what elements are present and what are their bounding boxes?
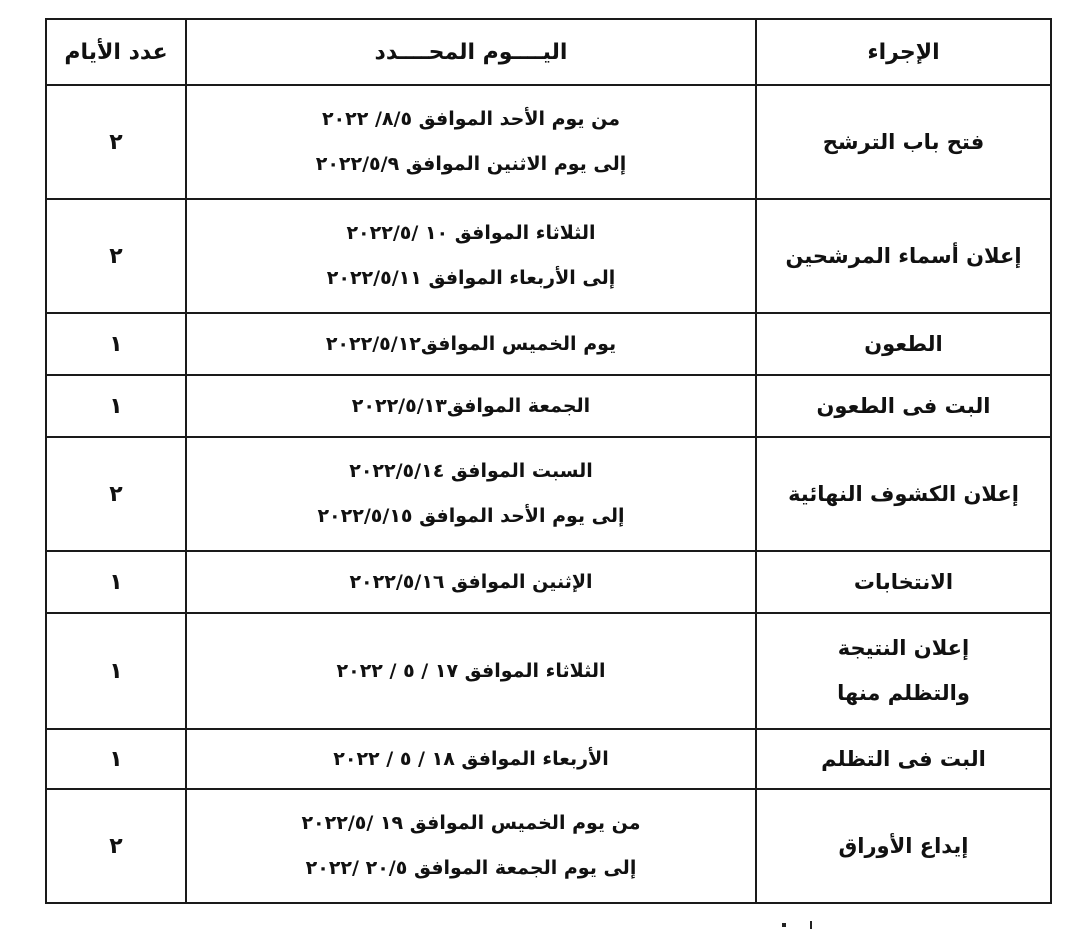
days-cell: ٢ xyxy=(46,85,186,199)
date-line: إلى يوم الجمعة الموافق ٢٠/٥ /٢٠٢٢ xyxy=(305,857,637,879)
date-cell xyxy=(186,199,756,313)
date-line: الثلاثاء الموافق ١٧ / ٥ / ٢٠٢٢ xyxy=(336,659,606,682)
table-row xyxy=(46,789,1051,903)
days-cell: ١ xyxy=(46,613,186,729)
table-row xyxy=(46,199,1051,313)
date-line: الأربعاء الموافق ١٨ / ٥ / ٢٠٢٢ xyxy=(333,747,609,770)
days-cell: ٢ xyxy=(46,437,186,551)
action-cell: إيداع الأوراق xyxy=(756,789,1051,903)
action-cell xyxy=(756,613,1051,729)
action-cell: البت فى الطعون xyxy=(756,375,1051,437)
date-line: إلى الأربعاء الموافق ٢٠٢٢/٥/١١ xyxy=(326,267,616,289)
date-cell xyxy=(186,789,756,903)
table-row xyxy=(46,437,1051,551)
days-cell: ١ xyxy=(46,313,186,375)
header-action: الإجراء xyxy=(756,19,1051,85)
date-cell xyxy=(186,729,756,789)
table-row xyxy=(46,551,1051,613)
table-row xyxy=(46,729,1051,789)
action-line: إعلان النتيجة xyxy=(837,636,970,660)
action-cell: إعلان الكشوف النهائية xyxy=(756,437,1051,551)
action-cell: فتح باب الترشح xyxy=(756,85,1051,199)
date-line: إلى يوم الاثنين الموافق ٢٠٢٢/٥/٩ xyxy=(315,153,627,175)
action-cell: الطعون xyxy=(756,313,1051,375)
date-cell xyxy=(186,613,756,729)
date-cell xyxy=(186,437,756,551)
date-line: من يوم الخميس الموافق ١٩ /٢٠٢٢/٥ xyxy=(301,812,641,834)
days-cell: ١ xyxy=(46,729,186,789)
date-cell xyxy=(186,375,756,437)
table-row xyxy=(46,375,1051,437)
date-cell xyxy=(186,313,756,375)
cropped-text-fragment xyxy=(780,918,820,930)
header-days: عدد الأيام xyxy=(46,19,186,85)
action-cell: البت فى التظلم xyxy=(756,729,1051,789)
table-row xyxy=(46,613,1051,729)
schedule-table xyxy=(45,18,1052,904)
table-row xyxy=(46,85,1051,199)
action-cell: إعلان أسماء المرشحين xyxy=(756,199,1051,313)
action-line: والتظلم منها xyxy=(837,681,970,705)
date-cell xyxy=(186,85,756,199)
date-cell xyxy=(186,551,756,613)
action-cell: الانتخابات xyxy=(756,551,1051,613)
date-line: إلى يوم الأحد الموافق ٢٠٢٢/٥/١٥ xyxy=(317,505,625,527)
cropped-text-marks xyxy=(780,921,820,930)
date-line: الثلاثاء الموافق ١٠ /٢٠٢٢/٥ xyxy=(346,222,596,244)
date-line: الإثنين الموافق ٢٠٢٢/٥/١٦ xyxy=(349,570,593,593)
header-date: اليــــوم المحــــدد xyxy=(186,19,756,85)
days-cell: ٢ xyxy=(46,789,186,903)
date-line: يوم الخميس الموافق٢٠٢٢/٥/١٢ xyxy=(325,332,617,355)
days-cell: ١ xyxy=(46,551,186,613)
date-line: من يوم الأحد الموافق ٨/٥/ ٢٠٢٢ xyxy=(321,108,621,130)
date-line: الجمعة الموافق٢٠٢٢/٥/١٣ xyxy=(351,394,591,417)
table-row xyxy=(46,313,1051,375)
header-row xyxy=(46,19,1051,85)
days-cell: ١ xyxy=(46,375,186,437)
days-cell: ٢ xyxy=(46,199,186,313)
date-line: السبت الموافق ٢٠٢٢/٥/١٤ xyxy=(349,460,593,482)
